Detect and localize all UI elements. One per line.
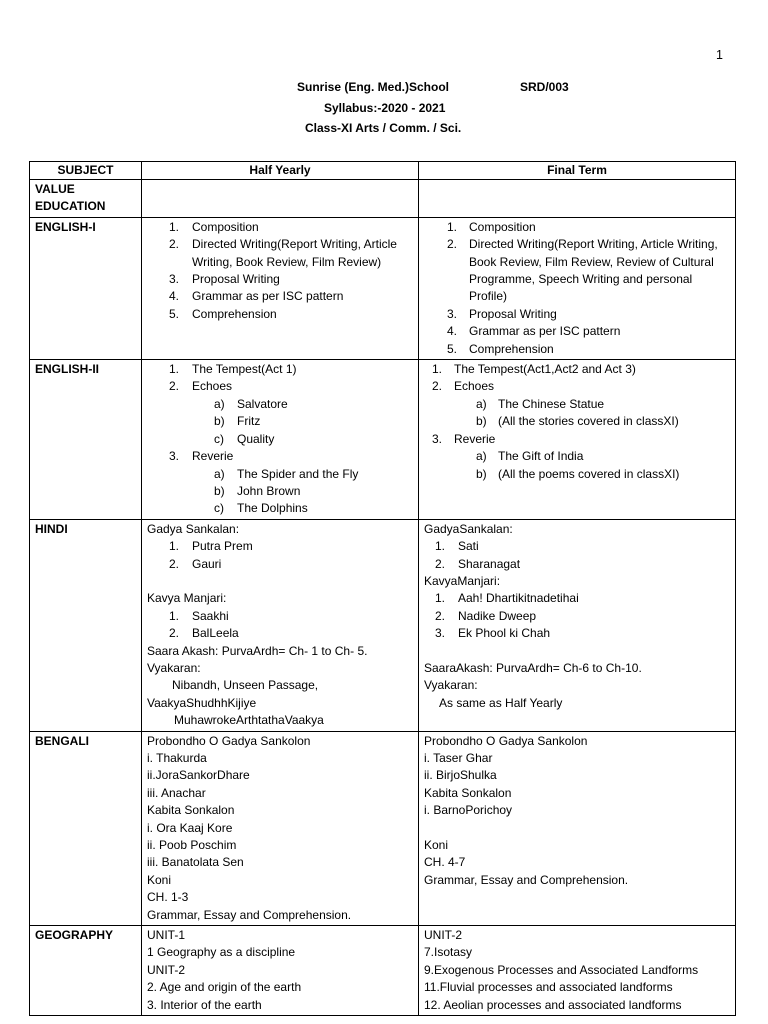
- final-term-cell: [419, 217, 736, 359]
- text-line: iii. Anachar: [147, 785, 206, 800]
- text-line: i. BarnoPorichoy: [424, 803, 513, 818]
- list-number: 2.: [447, 237, 458, 252]
- section-heading: Vyakaran:: [147, 660, 201, 675]
- text-line: Kabita Sonkalon: [424, 785, 512, 800]
- list-item: 1. The Tempest(Act 1): [169, 362, 297, 377]
- subject-cell: ENGLISH-II: [30, 360, 142, 520]
- text-line: i. Ora Kaaj Kore: [147, 820, 233, 835]
- list-text: Directed Writing(Report Writing, Article Writing, Book Review, Film Review): [192, 237, 397, 269]
- table-row-english-2: [30, 360, 736, 520]
- list-item: 3. Ek Phool ki Chah: [435, 626, 551, 641]
- section-heading: Gadya Sankalan:: [147, 521, 240, 536]
- half-yearly-cell: [142, 360, 419, 520]
- list-item: [424, 323, 730, 340]
- text-line: Probondho O Gadya Sankolon: [424, 733, 588, 748]
- list-item: c) Quality: [214, 431, 275, 446]
- list-number: 2.: [169, 237, 180, 252]
- list-number: 4.: [447, 324, 458, 339]
- table-header-row: [30, 162, 736, 180]
- subject-label: EDUCATION: [35, 199, 106, 214]
- text-block: [147, 927, 413, 1014]
- half-yearly-cell: [142, 926, 419, 1016]
- text-line: ii. Poob Poschim: [147, 838, 237, 853]
- list-item: 1. Aah! Dhartikitnadetihai: [435, 591, 579, 606]
- list-item: b) Fritz: [214, 414, 261, 429]
- text-line: Kabita Sonkalon: [147, 803, 235, 818]
- subject-label: VALUE: [35, 182, 75, 196]
- list-number: 5.: [169, 306, 180, 321]
- list-item: 1. Putra Prem: [169, 539, 253, 554]
- document-code: SRD/003: [520, 80, 569, 94]
- list-number: 4.: [169, 289, 180, 304]
- subject-cell: HINDI: [30, 519, 142, 731]
- text-line: 12. Aeolian processes and associated landforms: [424, 997, 682, 1012]
- final-term-cell: [419, 731, 736, 925]
- topic-list: [424, 361, 730, 483]
- spacer: [147, 573, 413, 590]
- topic-list: [147, 219, 413, 323]
- section-heading: GadyaSankalan:: [424, 521, 513, 536]
- text-line: MuhawrokeArthtathaVaakya: [174, 713, 324, 728]
- list-item: c) The Dolphins: [214, 501, 308, 516]
- final-term-cell: [419, 926, 736, 1016]
- list-number: 5.: [447, 341, 458, 356]
- half-yearly-cell: [142, 217, 419, 359]
- list-text: Composition: [469, 219, 536, 234]
- list-text: Directed Writing(Report Writing, Article Writing, Book Review, Film Review, Review of Cultural Programme, Speech Writing and personal Profile): [469, 237, 718, 304]
- list-item: [424, 236, 730, 306]
- section-heading: KavyaManjari:: [424, 573, 501, 588]
- list-item: [424, 306, 730, 323]
- half-yearly-cell: [142, 519, 419, 731]
- list-item: 2. Echoes: [169, 379, 233, 394]
- topic-list: [147, 361, 413, 518]
- text-line: Grammar, Essay and Comprehension.: [147, 907, 352, 922]
- text-line: i. Thakurda: [147, 750, 207, 765]
- subject-cell: [30, 180, 142, 218]
- subject-cell: GEOGRAPHY: [30, 926, 142, 1016]
- text-line: SaaraAkash: PurvaArdh= Ch-6 to Ch-10.: [424, 660, 642, 675]
- list-item: 2. BalLeela: [169, 626, 239, 641]
- spacer: [424, 643, 730, 660]
- table-row-value-education: [30, 180, 736, 218]
- column-header-subject: SUBJECT: [30, 162, 142, 180]
- list-text: Proposal Writing: [469, 306, 557, 321]
- list-item: [147, 236, 413, 271]
- text-line: Koni: [147, 872, 172, 887]
- list-item: 1. Sati: [435, 539, 479, 554]
- list-item: [424, 219, 730, 236]
- list-item: 3. Reverie: [432, 431, 496, 446]
- syllabus-table: [29, 161, 736, 1016]
- list-item: a) The Gift of India: [476, 449, 584, 464]
- list-text: Grammar as per ISC pattern: [469, 324, 621, 339]
- text-line: ii.JoraSankorDhare: [147, 768, 250, 783]
- table-row-hindi: [30, 519, 736, 731]
- list-item: [147, 219, 413, 236]
- table-row-bengali: [30, 731, 736, 925]
- list-number: 3.: [169, 272, 180, 287]
- text-block: [147, 733, 413, 924]
- list-item: 1. The Tempest(Act1,Act2 and Act 3): [432, 362, 636, 377]
- text-line: CH. 1-3: [147, 890, 189, 905]
- list-item: a) The Spider and the Fly: [214, 466, 359, 481]
- text-line: iii. Banatolata Sen: [147, 855, 244, 870]
- list-text: Grammar as per ISC pattern: [192, 289, 344, 304]
- list-item: [424, 341, 730, 358]
- text-line: 2. Age and origin of the earth: [147, 980, 302, 995]
- topic-list: [147, 608, 413, 643]
- list-number: 1.: [169, 219, 180, 234]
- school-name: Sunrise (Eng. Med.)School: [297, 80, 450, 94]
- subject-cell: ENGLISH-I: [30, 217, 142, 359]
- list-text: Proposal Writing: [192, 272, 280, 287]
- text-line: Koni: [424, 838, 449, 852]
- list-item: [147, 271, 413, 288]
- table-row-geography: [30, 926, 736, 1016]
- list-item: [147, 288, 413, 305]
- text-line: 7.Isotasy: [424, 945, 473, 960]
- list-item: a) Salvatore: [214, 396, 288, 411]
- text-line: i. Taser Ghar: [424, 750, 493, 765]
- list-number: 3.: [447, 306, 458, 321]
- table-row-english-1: [30, 217, 736, 359]
- list-item: 2. Sharanagat: [435, 556, 521, 571]
- text-line: ii. BirjoShulka: [424, 768, 497, 783]
- text-line: 1 Geography as a discipline: [147, 945, 296, 960]
- text-line: 11.Fluvial processes and associated landforms: [424, 980, 673, 995]
- topic-list: [147, 538, 413, 573]
- list-text: Comprehension: [192, 306, 277, 321]
- list-item: b) (All the poems covered in classXI): [476, 466, 680, 481]
- list-text: Composition: [192, 219, 259, 234]
- text-line: Saara Akash: PurvaArdh= Ch- 1 to Ch- 5.: [147, 643, 368, 658]
- text-line: 9.Exogenous Processes and Associated Landforms: [424, 962, 699, 977]
- final-term-cell: [419, 180, 736, 218]
- list-item: b) (All the stories covered in classXI): [476, 414, 679, 429]
- topic-list: [424, 538, 730, 573]
- text-line: 3. Interior of the earth: [147, 997, 262, 1012]
- list-item: b) John Brown: [214, 483, 301, 498]
- subject-cell: BENGALI: [30, 731, 142, 925]
- column-header-half-yearly: Half Yearly: [142, 162, 419, 180]
- list-item: 3. Reverie: [169, 449, 234, 464]
- syllabus-year: Syllabus:-2020 - 2021: [324, 101, 446, 115]
- text-line: UNIT-2: [424, 928, 463, 943]
- text-line: VaakyaShudhhKijiye: [147, 695, 257, 710]
- list-item: 2. Gauri: [169, 556, 222, 571]
- text-line: Grammar, Essay and Comprehension.: [424, 872, 629, 887]
- list-item: 2. Echoes: [432, 379, 495, 394]
- half-yearly-cell: [142, 731, 419, 925]
- topic-list: [424, 590, 730, 642]
- list-item: [147, 306, 413, 323]
- class-title: Class-XI Arts / Comm. / Sci.: [305, 121, 462, 135]
- text-line: UNIT-1: [147, 928, 186, 943]
- page-number: 1: [716, 48, 723, 62]
- text-line: Nibandh, Unseen Passage,: [172, 678, 319, 693]
- final-term-cell: [419, 360, 736, 520]
- list-text: Comprehension: [469, 341, 554, 356]
- final-term-cell: [419, 519, 736, 731]
- section-heading: Kavya Manjari:: [147, 591, 227, 606]
- text-line: CH. 4-7: [424, 855, 466, 870]
- list-item: 1. Saakhi: [169, 608, 229, 623]
- list-item: 2. Nadike Dweep: [435, 608, 537, 623]
- half-yearly-cell: [142, 180, 419, 218]
- text-line: UNIT-2: [147, 962, 186, 977]
- list-item: a) The Chinese Statue: [476, 396, 605, 411]
- section-heading: Vyakaran:: [424, 678, 478, 693]
- column-header-final-term: Final Term: [419, 162, 736, 180]
- spacer: [424, 820, 730, 837]
- text-block: [424, 927, 730, 1014]
- text-line: As same as Half Yearly: [439, 695, 563, 710]
- text-line: Probondho O Gadya Sankolon: [147, 733, 311, 748]
- list-number: 1.: [447, 219, 458, 234]
- topic-list: [424, 219, 730, 358]
